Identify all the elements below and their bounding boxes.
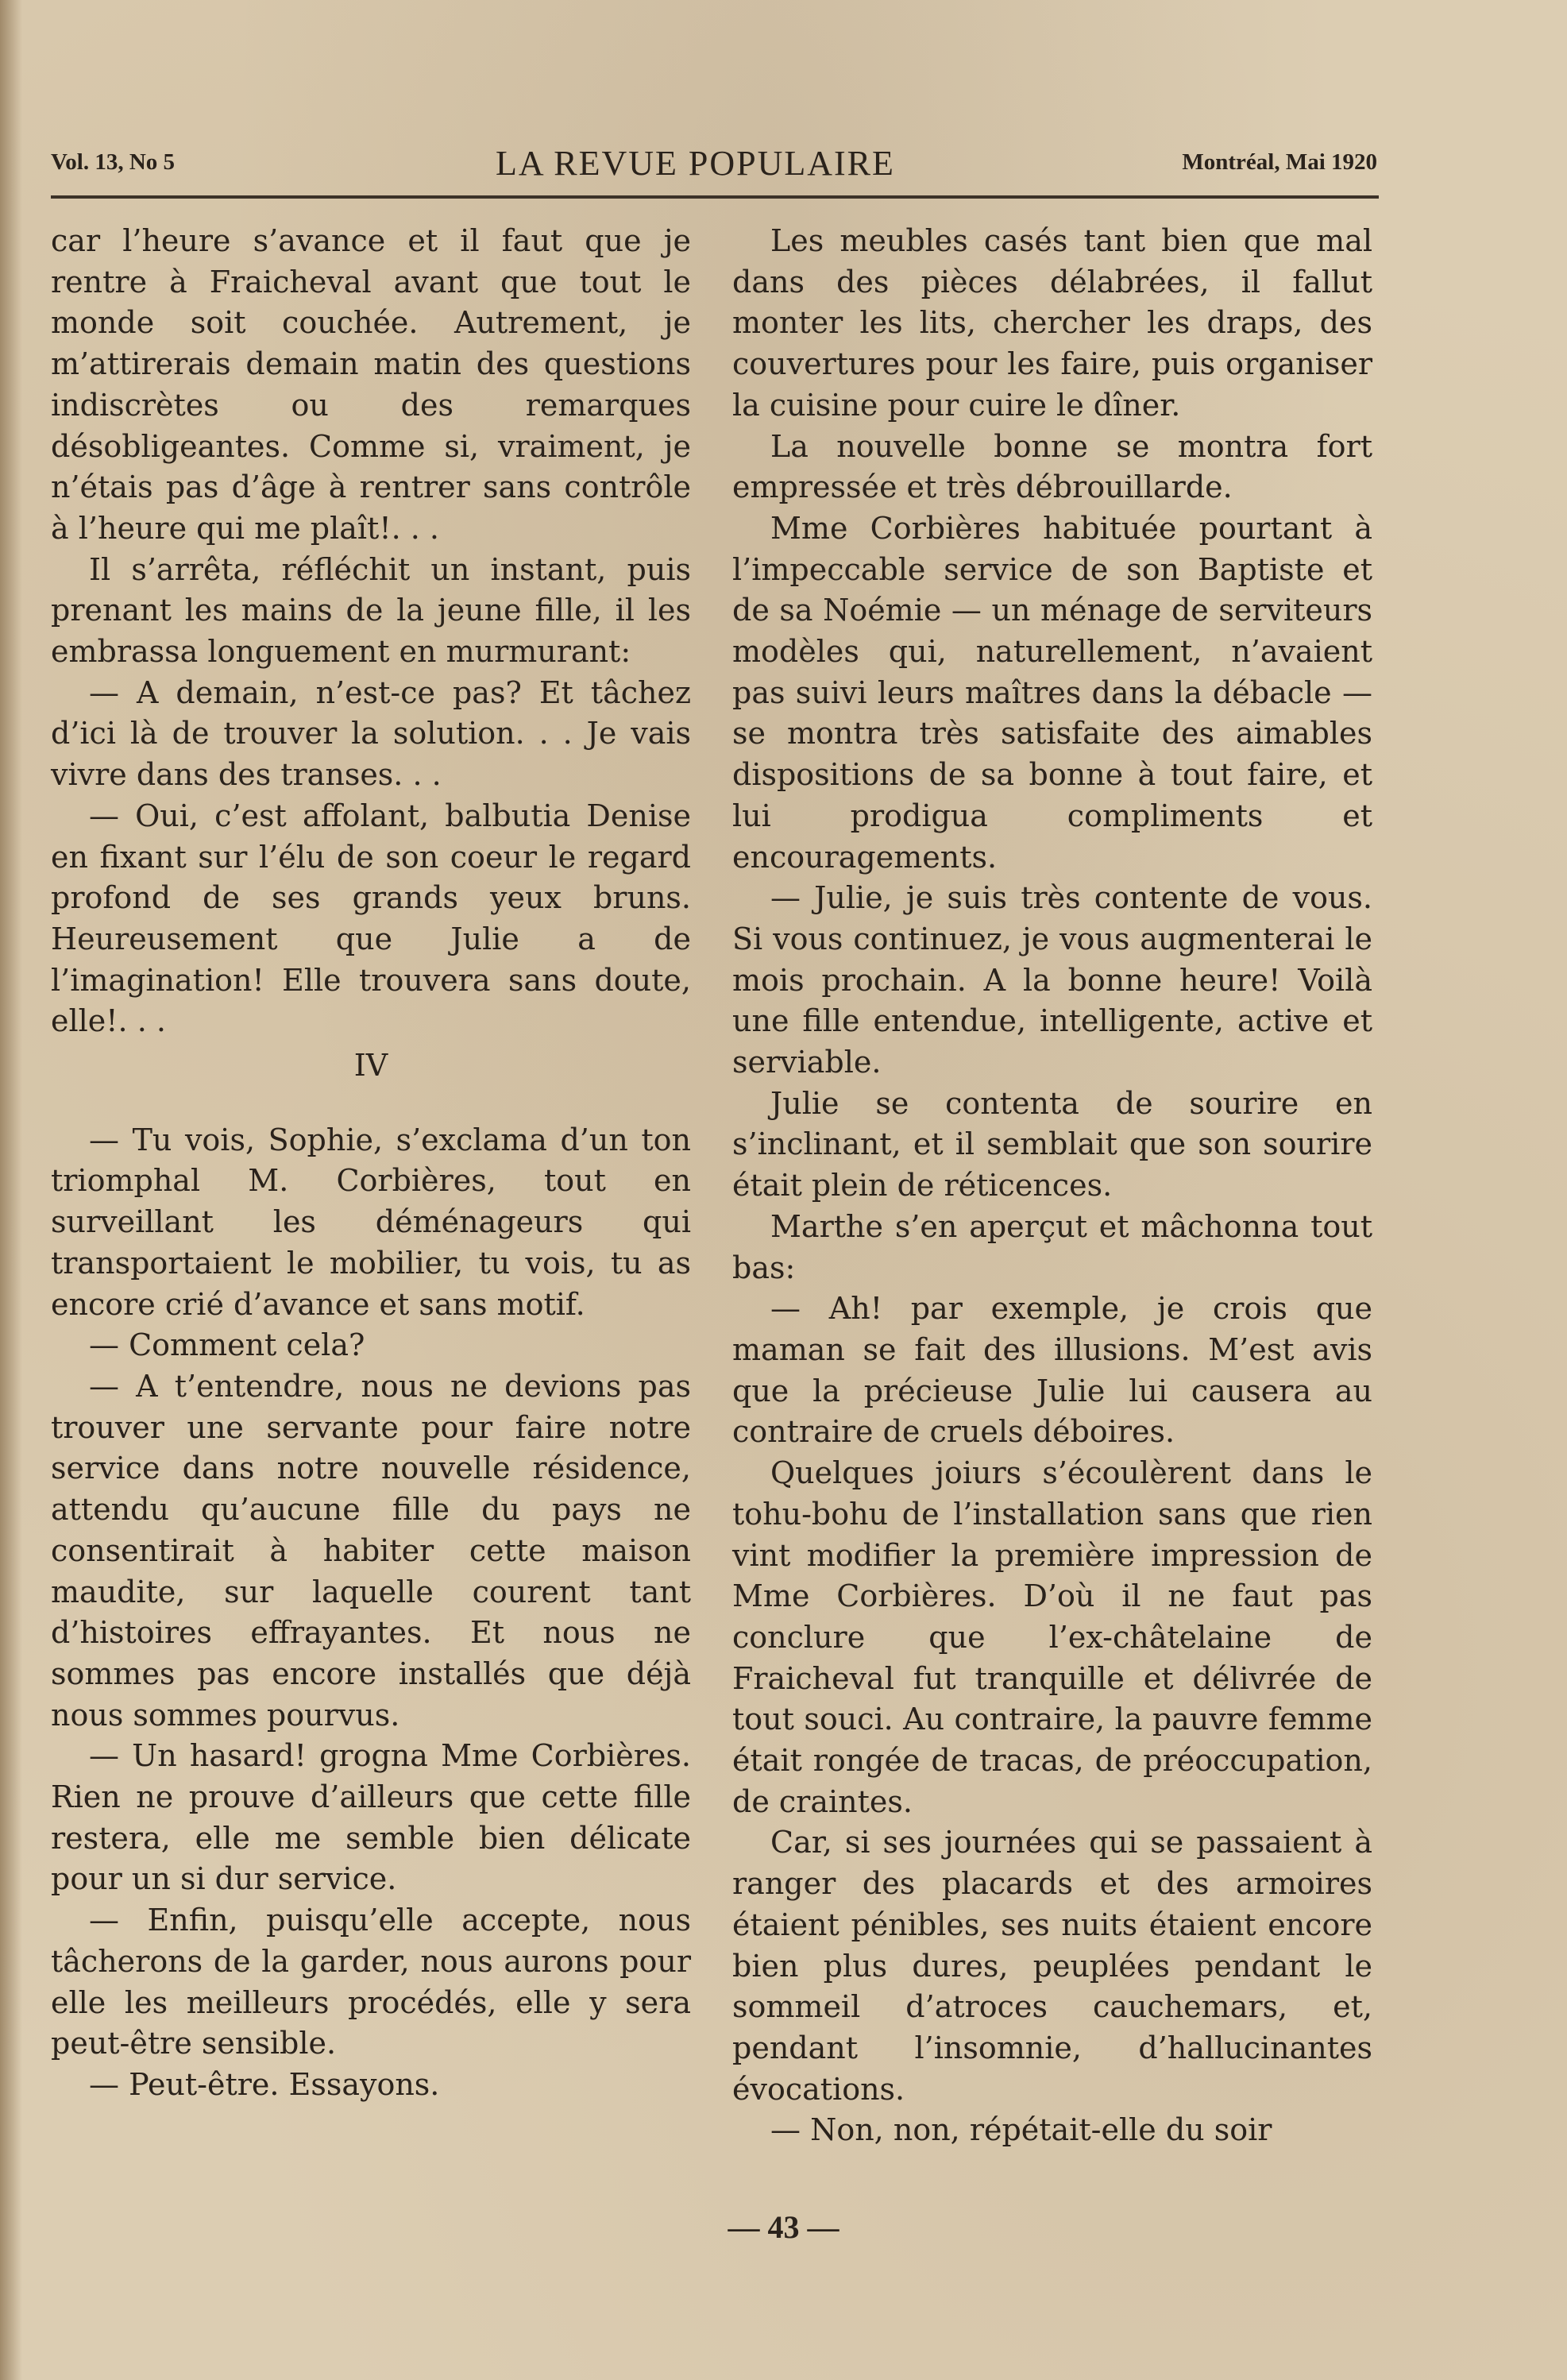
paragraph: — A t’entendre, nous ne devions pas trouver une servante pour faire notre service dans notre nouvelle résidence, attendu qu’aucune fille du pays ne consentirait à habiter cette maison maudite, sur laquelle courent tant d’histoires effrayantes. Et nous ne sommes pas encore installés que déjà nous sommes pourvus. (51, 1368, 691, 1733)
header-rule (51, 195, 1379, 199)
paragraph: — Ah! par exemple, je crois que maman se fait des illusions. M’est avis que la précieuse Julie lui causera au contraire de cruels déboires. (732, 1291, 1372, 1450)
volume-number: Vol. 13, No 5 (51, 149, 176, 175)
paragraph: — Julie, je suis très contente de vous. Si vous continuez, je vous augmenterai le mois prochain. A la bonne heure! Voilà une fille entendue, intelligente, active et serviable. (732, 880, 1372, 1080)
paragraph: — Non, non, répétait-elle du soir (770, 2112, 1272, 2148)
section-heading: IV (353, 1048, 388, 1084)
paragraph: Quelques joiurs s’écoulèrent dans le tohu-bohu de l’installation sans que rien vint modifier la première impression de Mme Corbières. D’où il ne faut pas conclure que l’ex-châtelaine de Fraicheval fut tranquille et délivrée de tout souci. Au contraire, la pauvre femme était rongée de tracas, de préoccupation, de craintes. (732, 1455, 1372, 1819)
magazine-title: LA REVUE POPULAIRE (496, 144, 895, 183)
running-header (51, 141, 1377, 189)
right-column (732, 221, 1372, 2151)
paragraph: — Peut-être. Essayons. (89, 2066, 440, 2102)
left-column (51, 221, 691, 2106)
paragraph: — A demain, n’est-ce pas? Et tâchez d’ici là de trouver la solution. . . Je vais vivre dans des transes. . . (51, 674, 691, 793)
paragraph: Marthe s’en aperçut et mâchonna tout bas: (732, 1208, 1372, 1285)
paragraph: — Tu vois, Sophie, s’exclama d’un ton triomphal M. Corbières, tout en surveillant les déménageurs qui transportaient le mobilier, tu vois, tu as encore crié d’avance et sans motif. (51, 1122, 691, 1322)
paragraph: car l’heure s’avance et il faut que je rentre à Fraicheval avant que tout le monde soit couchée. Autrement, je m’attirerais demain matin des questions indiscrètes ou des remarques désobligeantes. Comme si, vraiment, je n’étais pas d’âge à rentrer sans contrôle à l’heure qui me plaît!. . . (51, 223, 691, 546)
page-number: — 43 — (728, 2209, 839, 2245)
page-edge-shadow (0, 0, 22, 2380)
paragraph: — Un hasard! grogna Mme Corbières. Rien ne prouve d’ailleurs que cette fille restera, elle me semble bien délicate pour un si dur service. (51, 1738, 691, 1897)
paragraph: Les meubles casés tant bien que mal dans des pièces délabrées, il fallut monter les lits, chercher les draps, des couvertures pour les faire, puis organiser la cuisine pour cuire le dîner. (732, 223, 1372, 423)
paragraph: — Comment cela? (89, 1327, 365, 1363)
paragraph: Julie se contenta de sourire en s’inclinant, et il semblait que son sourire était plein de réticences. (732, 1085, 1372, 1204)
paragraph: Il s’arrêta, réfléchit un instant, puis prenant les mains de la jeune fille, il les embrassa longuement en murmurant: (51, 551, 691, 670)
paragraph: Mme Corbières habituée pourtant à l’impeccable service de son Baptiste et de sa Noémie — un ménage de serviteurs modèles qui, naturellement, n’avaient pas suivi leurs maîtres dans la débacle — se montra très satisfaite des aimables dispositions de sa bonne à tout faire, et lui prodigua compliments et encouragements. (732, 510, 1372, 875)
paragraph: Car, si ses journées qui se passaient à ranger des placards et des armoires étaient pénibles, ses nuits étaient encore bien plus dures, peuplées pendant le sommeil d’atroces cauchemars, et, pendant l’insomnie, d’hallucinantes évocations. (732, 1825, 1372, 2107)
paragraph: — Enfin, puisqu’elle accepte, nous tâcherons de la garder, nous aurons pour elle les meilleurs procédés, elle y sera peut-être sensible. (51, 1903, 691, 2061)
paragraph: La nouvelle bonne se montra fort empressée et très débrouillarde. (732, 428, 1372, 505)
paragraph: — Oui, c’est affolant, balbutia Denise en fixant sur l’élu de son coeur le regard profond de ses grands yeux bruns. Heureusement que Julie a de l’imagination! Elle trouvera sans doute, elle!. . . (51, 798, 691, 1039)
issue-date: Montréal, Mai 1920 (1182, 149, 1377, 175)
